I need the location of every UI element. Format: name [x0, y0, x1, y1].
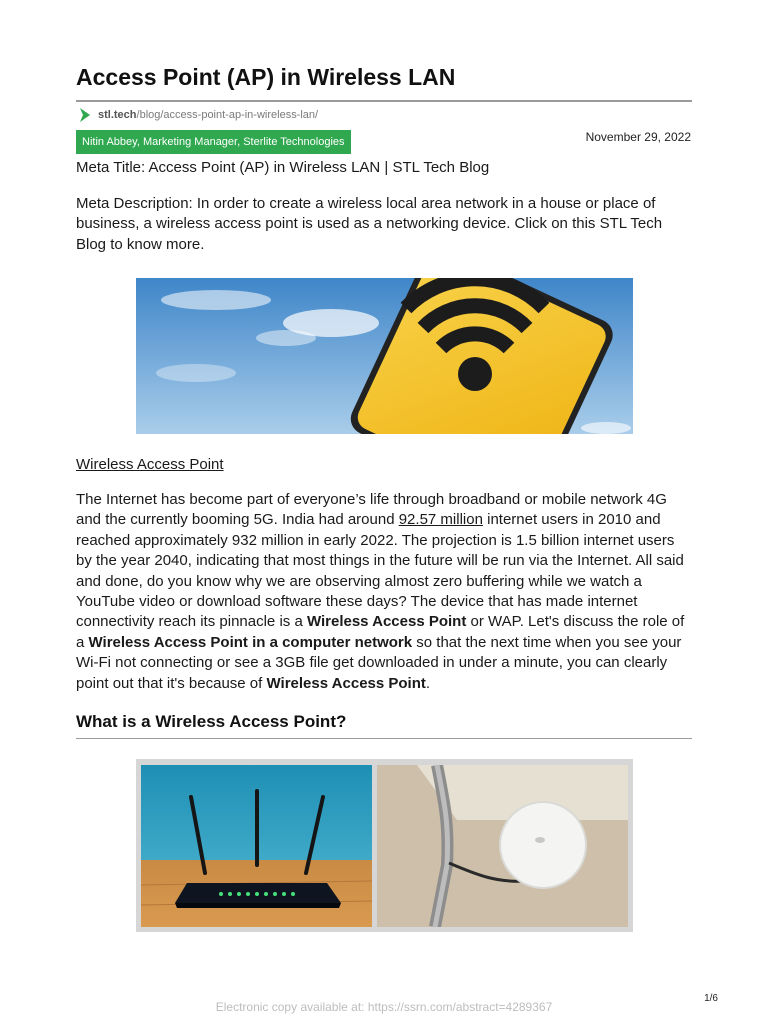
section-link-wireless-access-point[interactable]: Wireless Access Point [76, 456, 224, 473]
access-point-photos [136, 759, 633, 932]
source-path: /blog/access-point-ap-in-wireless-lan/ [136, 109, 319, 121]
body-paragraph [76, 490, 692, 694]
body-text: so that the next time when you see your Wi-Fi not connecting or see a 3GB file get downloaded in under a minute, you can clearly point out that it's because of [76, 633, 682, 692]
internet-users-link[interactable]: 92.57 million [398, 511, 483, 529]
body-text: or WAP. Let's discuss the role of a [76, 613, 685, 651]
wireless-router-image [141, 765, 372, 927]
section-heading: What is a Wireless Access Point? [76, 712, 347, 731]
body-text: The Internet has become part of everyone’s life through broadband or mobile network 4G and the currently booming 5G. India had around [76, 491, 667, 529]
hero-image-wifi-sign [136, 278, 633, 434]
bold-term: Wireless Access Point [306, 613, 467, 631]
source-link[interactable] [78, 106, 318, 124]
bold-term: Wireless Access Point [266, 674, 426, 692]
page-title: Access Point (AP) in Wireless LAN [76, 64, 456, 90]
meta-description: Meta Description: In order to create a wireless local area network in a house or place of business, a wireless access point is used as a networking device. Click on this STL Tech Blog to know more. [76, 195, 663, 253]
source-domain: stl.tech [98, 109, 137, 121]
meta-title: Meta Title: Access Point (AP) in Wireless LAN | STL Tech Blog [76, 159, 490, 176]
footer-note: Electronic copy available at: https://ssrn.com/abstract=4289367 [215, 1000, 553, 1014]
body-text: internet users in 2010 and reached approximately 932 million in early 2022. The projection is 1.5 billion internet users by the year 2040, indicating that most things in the future will be run via the Internet. All said and done, do you know why we are observing almost zero buffering while we watch a YouTube video or download software these days? The device that has made internet connectivity reach its pinnacle is a [76, 511, 684, 631]
ceiling-access-point-image [377, 765, 628, 927]
title-divider [76, 100, 692, 102]
publish-date: November 29, 2022 [585, 130, 691, 144]
section-divider [76, 738, 692, 739]
page-number: 1/6 [704, 993, 718, 1004]
author-badge: Nitin Abbey, Marketing Manager, Sterlite Technologies [76, 130, 351, 154]
bold-term: Wireless Access Point in a computer network [88, 633, 413, 651]
chevron-right-icon [78, 107, 92, 123]
body-text: . [425, 674, 431, 692]
